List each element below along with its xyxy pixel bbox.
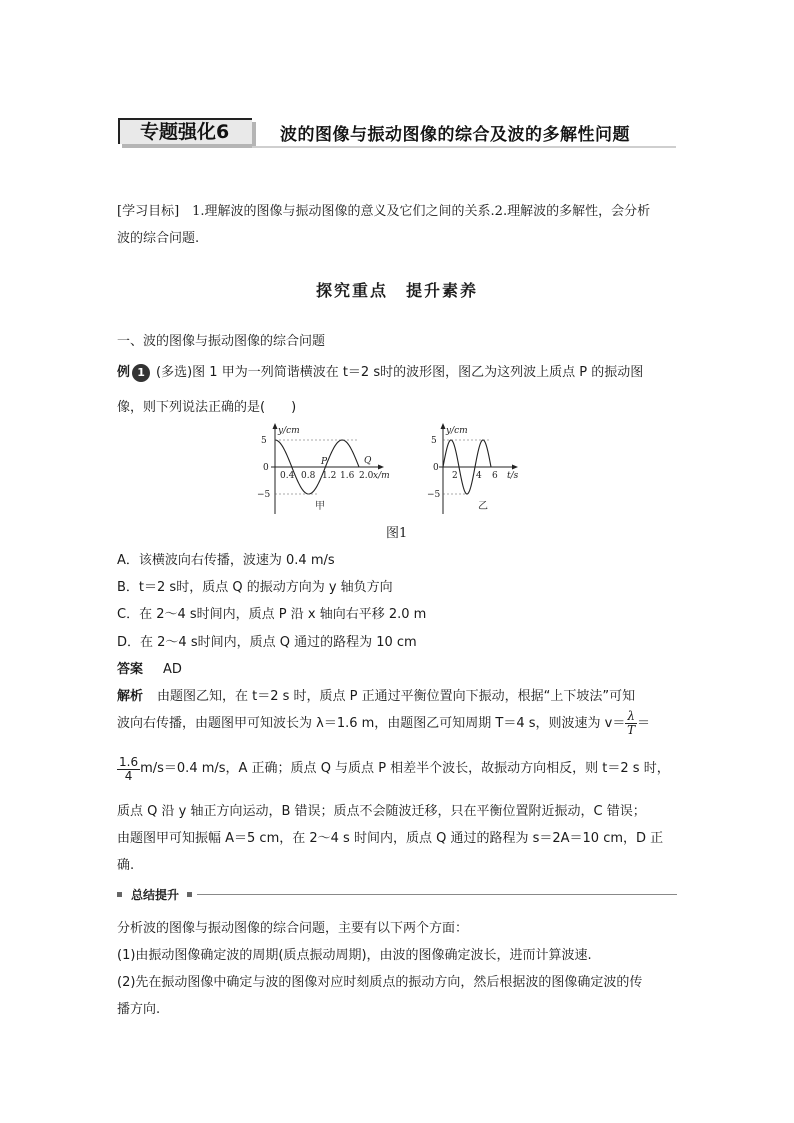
fraction-1.6: 1.6 (119, 755, 139, 769)
example-line-1 (117, 361, 643, 382)
graph-a-xtick-0.8: 0.8 (301, 471, 316, 481)
example-text-1: (多选)图 1 甲为一列简谐横波在 t＝2 s时的波形图，图乙为这列波上质点 P 的振动图 (156, 365, 644, 380)
summary-label: 总结提升 (127, 886, 183, 903)
example-label: 例 (117, 365, 131, 380)
graph-a-point-p: P (321, 457, 328, 467)
fraction-1.6-over-4 (117, 756, 140, 783)
analysis-line-2 (117, 710, 650, 737)
summary-item-1: (1)由振动图像确定波的周期(质点振动周期)，由波的图像确定波长，进而计算波速. (117, 948, 592, 963)
summary-item-2a: (2)先在振动图像中确定与波的图像对应时刻质点的振动方向，然后根据波的图像确定波的传 (117, 975, 643, 990)
subheading: 一、波的图像与振动图像的综合问题 (117, 334, 326, 349)
graph-b-ylabel: y/cm (446, 426, 468, 436)
graph-b-xtick-4: 4 (476, 471, 482, 481)
graph-b (427, 423, 519, 514)
graph-b-xtick-2: 2 (452, 471, 458, 481)
graph-a (257, 423, 390, 514)
section-title: 探究重点 提升素养 (315, 281, 478, 300)
analysis-text-3: m/s＝0.4 m/s，A 正确；质点 Q 与质点 P 相差半个波长，故振动方向相反，则 t＝2 s 时， (140, 761, 670, 776)
graph-a-ylabel: y/cm (278, 426, 300, 436)
analysis-equals: ＝ (636, 716, 650, 731)
analysis-line-1 (117, 685, 635, 704)
analysis-label: 解析 (117, 689, 144, 704)
figure-1 (255, 422, 545, 522)
graph-a-xlabel: x/m (373, 471, 390, 481)
objectives-line-2: 波的综合问题. (117, 231, 200, 246)
graph-a-ytick-5: 5 (261, 436, 267, 446)
banner-tag: 专题强化6 (118, 118, 252, 144)
objectives-line-1: [学习目标] 1.理解波的图像与振动图像的意义及它们之间的关系.2.理解波的多解性，会分析 (117, 204, 651, 219)
divider-square-left (117, 892, 122, 897)
graph-a-xtick-0.4: 0.4 (280, 471, 295, 481)
analysis-text-2: 波向右传播，由题图甲可知波长为 λ＝1.6 m，由题图乙可知周期 T＝4 s，则波速为 v＝ (117, 716, 626, 731)
divider-square-right (187, 892, 192, 897)
analysis-line-3 (117, 756, 670, 783)
chapter-banner (118, 118, 676, 152)
summary-divider (117, 888, 677, 902)
answer-value: AD (163, 662, 182, 677)
example-number-badge: 1 (132, 364, 150, 382)
answer-line (117, 658, 182, 677)
answer-label: 答案 (117, 662, 144, 677)
graph-a-x-arrow (378, 465, 384, 470)
graph-a-point-q: Q (364, 456, 372, 466)
figure-caption: 图1 (386, 526, 408, 541)
graph-a-xtick-2.0: 2.0 (359, 471, 374, 481)
analysis-text-1: 由题图乙知，在 t＝2 s 时，质点 P 正通过平衡位置向下振动，根据“上下坡法”可知 (157, 689, 636, 704)
graph-b-ytick-neg5: −5 (427, 490, 441, 500)
fraction-lambda-over-t (625, 710, 637, 737)
graph-a-xtick-1.2: 1.2 (322, 471, 337, 481)
option-c: C．在 2～4 s时间内，质点 P 沿 x 轴向右平移 2.0 m (117, 607, 427, 622)
divider-rule (197, 894, 677, 895)
analysis-line-6: 确. (117, 858, 135, 873)
graph-b-ytick-5: 5 (431, 436, 437, 446)
option-d: D．在 2～4 s时间内，质点 Q 通过的路程为 10 cm (117, 635, 417, 650)
graph-b-x-arrow (512, 465, 518, 470)
graph-b-label: 乙 (478, 501, 488, 512)
fraction-4: 4 (124, 769, 133, 783)
banner-rule (252, 146, 676, 148)
graph-a-xtick-1.6: 1.6 (340, 471, 355, 481)
summary-intro: 分析波的图像与振动图像的综合问题，主要有以下两个方面： (117, 921, 469, 936)
graph-b-xtick-6: 6 (492, 471, 498, 481)
graph-b-y-arrow (441, 423, 446, 429)
graph-a-ytick-neg5: −5 (257, 490, 271, 500)
graph-b-ytick-0: 0 (433, 463, 439, 473)
banner-title: 波的图像与振动图像的综合及波的多解性问题 (280, 125, 630, 145)
example-line-2: 像，则下列说法正确的是( ) (117, 400, 297, 415)
graph-a-label: 甲 (315, 501, 325, 512)
fraction-lambda: λ (627, 709, 635, 723)
analysis-line-4: 质点 Q 沿 y 轴正方向运动，B 错误；质点不会随波迁移，只在平衡位置附近振动，C 错误； (117, 804, 646, 819)
option-a: A．该横波向右传播，波速为 0.4 m/s (117, 553, 335, 568)
option-b: B．t＝2 s时，质点 Q 的振动方向为 y 轴负方向 (117, 580, 393, 595)
analysis-line-5: 由题图甲可知振幅 A＝5 cm，在 2～4 s 时间内，质点 Q 通过的路程为 s＝2A＝10 cm，D 正 (117, 831, 664, 846)
graph-a-ytick-0: 0 (263, 463, 269, 473)
graph-a-y-arrow (273, 423, 278, 429)
graph-b-xlabel: t/s (507, 471, 519, 481)
summary-item-2b: 播方向. (117, 1002, 161, 1017)
fraction-t: T (627, 723, 636, 737)
